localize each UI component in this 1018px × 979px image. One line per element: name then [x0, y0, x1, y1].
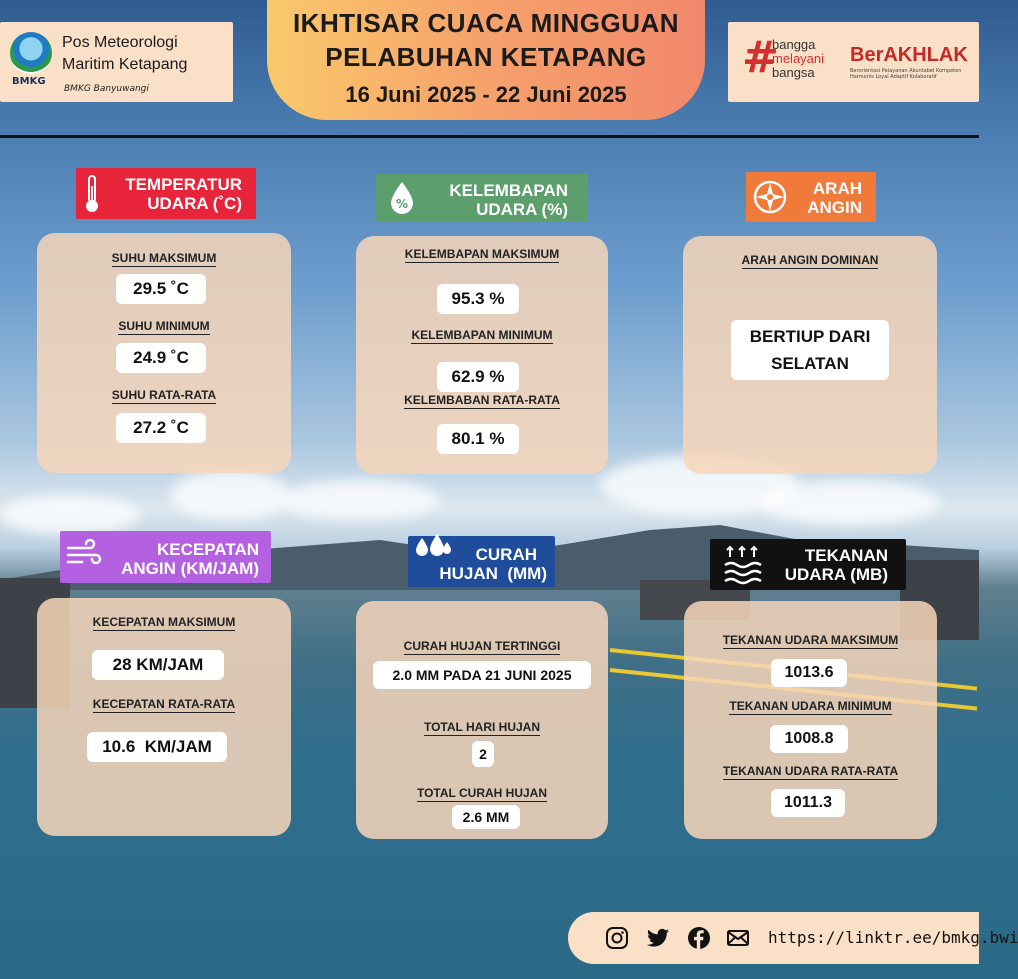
page-title-line2: PELABUHAN KETAPANG	[325, 42, 647, 72]
mail-icon[interactable]	[726, 926, 750, 950]
rain-drops-icon	[412, 532, 452, 566]
humidity-avg-value: 80.1 %	[437, 424, 519, 454]
temperature-tag-line1: TEMPERATUR	[125, 175, 242, 194]
facebook-icon[interactable]	[687, 926, 711, 950]
rainfall-panel	[356, 601, 608, 839]
bmkg-logo-text: BMKG	[12, 76, 46, 87]
footer-bar	[568, 912, 1018, 964]
pressure-tag-line1: TEKANAN	[804, 546, 888, 565]
slogan-line2: melayani	[772, 51, 825, 66]
wind-speed-max-label: KECEPATAN MAKSIMUM	[92, 615, 236, 629]
temp-min-value: 24.9 ˚C	[116, 343, 206, 373]
slogan-logo-box	[728, 22, 979, 102]
wind-direction-tag-line1: ARAH	[812, 179, 862, 198]
title-banner	[267, 0, 705, 120]
pressure-tag-line2: UDARA (MB)	[784, 565, 888, 584]
date-range: 16 Juni 2025 - 22 Juni 2025	[345, 82, 627, 107]
wind-direction-panel	[683, 236, 937, 474]
twitter-icon[interactable]	[646, 926, 670, 950]
pressure-icon	[722, 543, 762, 587]
bmkg-logo-box	[0, 22, 233, 102]
pressure-max-value: 1013.6	[771, 659, 847, 687]
humidity-tag-line1: KELEMBAPAN	[449, 181, 568, 200]
org-subtitle: BMKG Banyuwangi	[64, 84, 149, 94]
humidity-max-label: KELEMBAPAN MAKSIMUM	[404, 247, 560, 261]
wind-speed-tag	[60, 531, 271, 583]
pressure-panel	[684, 601, 937, 839]
humidity-panel	[356, 236, 608, 474]
wind-direction-value-line2: SELATAN	[771, 354, 849, 373]
compass-icon	[752, 179, 788, 215]
wind-speed-panel	[37, 598, 291, 836]
svg-text:%: %	[395, 197, 409, 211]
humidity-tag	[376, 174, 588, 222]
rainfall-days-value: 2	[472, 741, 494, 767]
rainfall-tag-line1: CURAH	[475, 545, 537, 564]
rainfall-total-label: TOTAL CURAH HUJAN	[416, 786, 547, 800]
rainfall-total-value: 2.6 MM	[452, 805, 520, 829]
temp-avg-value: 27.2 ˚C	[116, 413, 206, 443]
thermometer-icon	[84, 174, 100, 214]
instagram-icon[interactable]	[605, 926, 629, 950]
humidity-tag-line2: UDARA (%)	[476, 200, 568, 219]
temp-min-label: SUHU MINIMUM	[118, 319, 210, 333]
linktree-link[interactable]: https://linktr.ee/bmkg.bwi	[768, 928, 1018, 947]
org-name-line2: Maritim Ketapang	[62, 56, 188, 73]
wind-direction-value	[731, 320, 889, 380]
humidity-max-value: 95.3 %	[437, 284, 519, 314]
wind-speed-tag-line1: KECEPATAN	[157, 540, 259, 559]
pressure-min-value: 1008.8	[770, 725, 848, 753]
humidity-min-value: 62.9 %	[437, 362, 519, 392]
pressure-avg-label: TEKANAN UDARA RATA-RATA	[722, 764, 899, 778]
org-name-line1: Pos Meteorologi	[62, 34, 178, 51]
wind-speed-avg-label: KECEPATAN RATA-RATA	[92, 697, 236, 711]
humidity-avg-label: KELEMBABAN RATA-RATA	[404, 393, 560, 407]
wind-speed-tag-line2: ANGIN (KM/JAM)	[121, 559, 259, 578]
humidity-min-label: KELEMBAPAN MINIMUM	[411, 328, 553, 342]
pressure-max-label: TEKANAN UDARA MAKSIMUM	[722, 633, 899, 647]
rainfall-tag-line2: HUJAN (MM)	[439, 564, 547, 583]
slogan-line1: bangga	[772, 37, 816, 52]
bmkg-logo-icon	[10, 32, 52, 74]
wind-direction-tag-line2: ANGIN	[807, 198, 862, 217]
humidity-drop-icon	[388, 180, 416, 216]
rainfall-max-label: CURAH HUJAN TERTINGGI	[403, 639, 561, 653]
slogan-line3: bangsa	[772, 65, 815, 80]
pressure-min-label: TEKANAN UDARA MINIMUM	[729, 699, 892, 713]
rainfall-days-label: TOTAL HARI HUJAN	[423, 720, 540, 734]
wind-speed-avg-value: 10.6 KM/JAM	[87, 732, 227, 762]
rainfall-tag	[408, 536, 555, 587]
slogan-text	[772, 38, 824, 80]
hashtag-logo: #	[742, 32, 779, 83]
wind-icon	[66, 540, 102, 570]
berakhlak-logo: BerAKHLAK	[850, 44, 968, 66]
temp-max-value: 29.5 ˚C	[116, 274, 206, 304]
rainfall-max-value: 2.0 MM PADA 21 JUNI 2025	[373, 661, 591, 689]
wind-direction-value-line1: BERTIUP DARI	[749, 327, 871, 346]
wind-direction-tag	[746, 172, 876, 222]
temperature-tag	[76, 168, 256, 219]
page-title-line1: IKHTISAR CUACA MINGGUAN	[292, 8, 680, 38]
berakhlak-subtitle: Berorientasi Pelayanan Akuntabel Kompeten Harmonis Loyal Adaptif Kolaboratif	[850, 68, 962, 80]
temp-avg-label: SUHU RATA-RATA	[111, 388, 217, 402]
pressure-tag	[710, 539, 906, 590]
pressure-avg-value: 1011.3	[771, 789, 845, 817]
temperature-tag-line2: UDARA (˚C)	[147, 194, 242, 213]
temperature-panel	[37, 233, 291, 473]
wind-direction-label: ARAH ANGIN DOMINAN	[741, 253, 879, 267]
wind-speed-max-value: 28 KM/JAM	[92, 650, 224, 680]
temp-max-label: SUHU MAKSIMUM	[111, 251, 217, 265]
header-divider	[0, 135, 979, 138]
